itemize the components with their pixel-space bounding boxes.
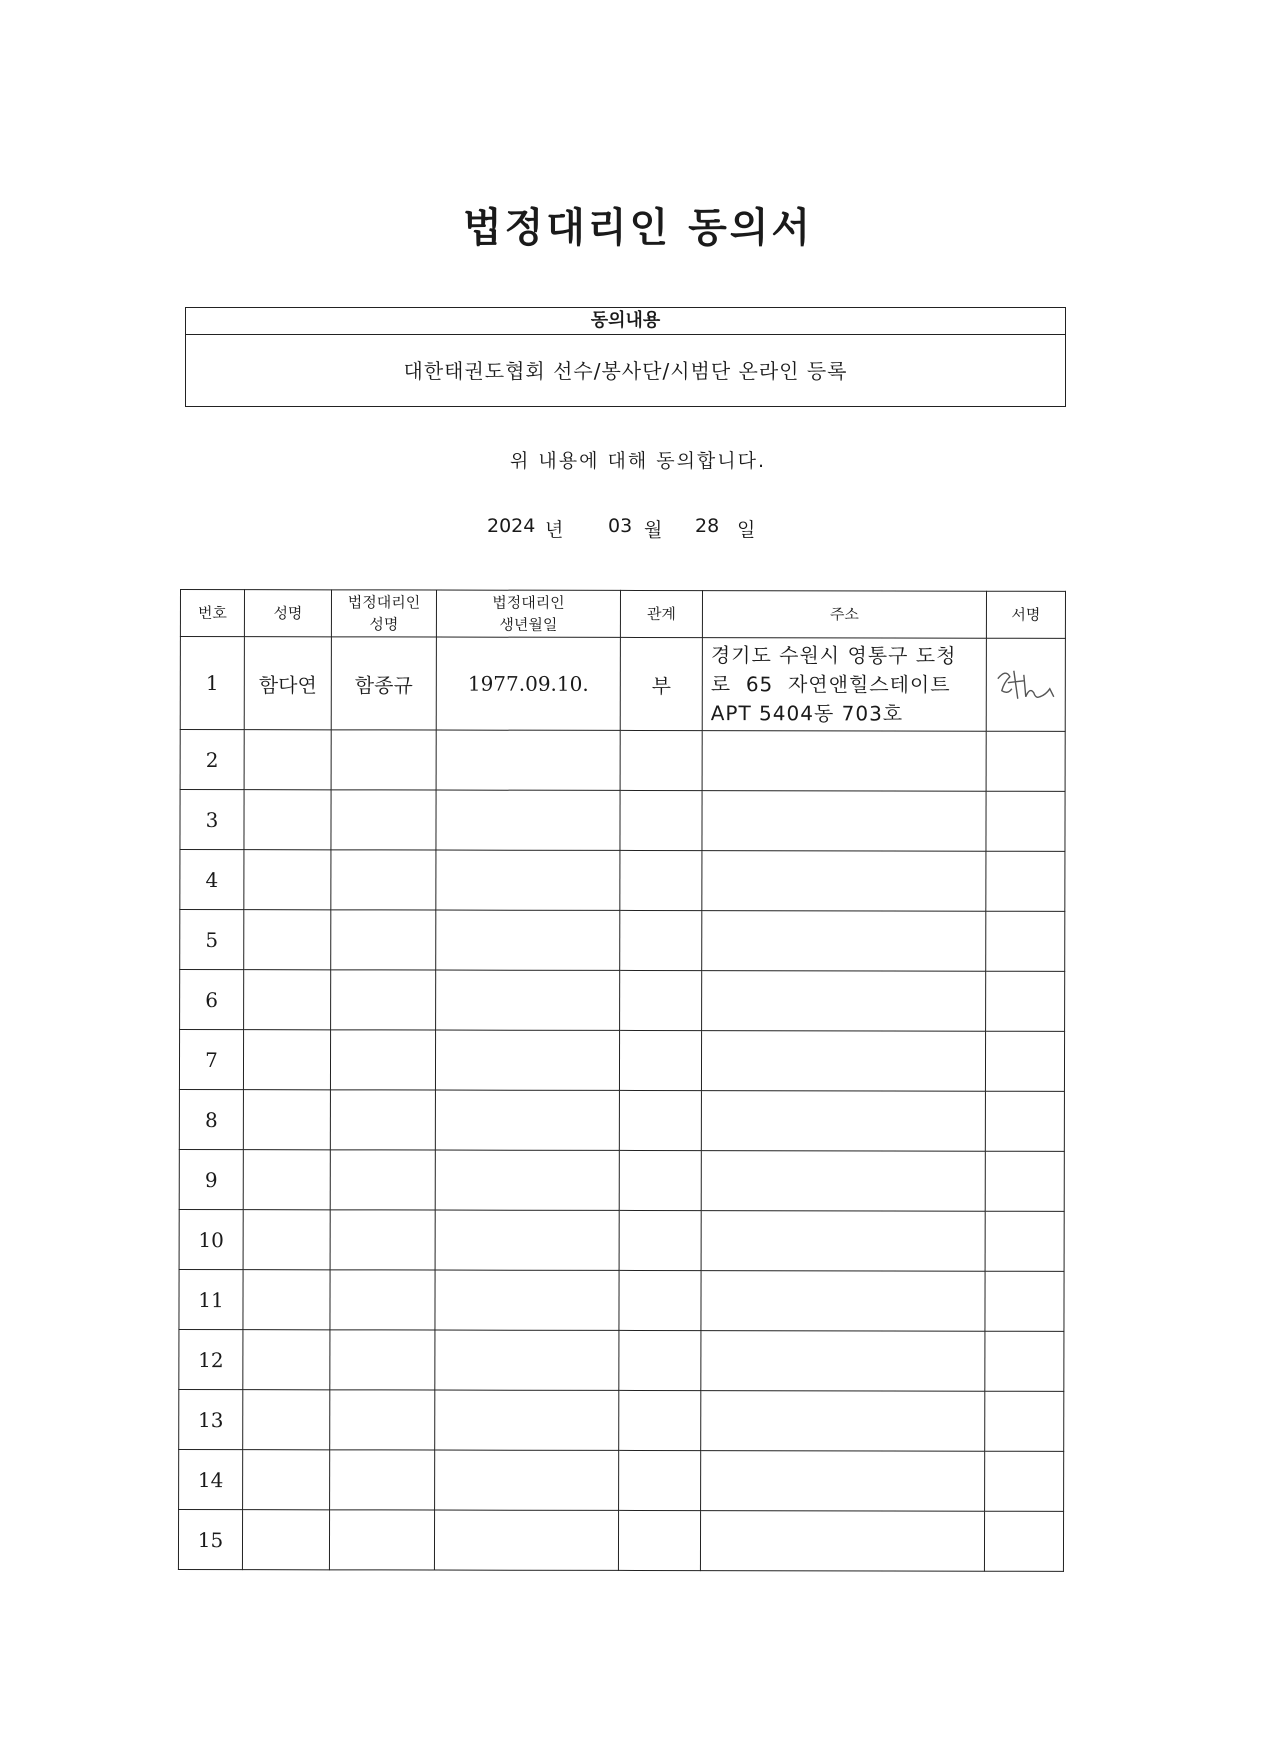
date-year-unit: 년 [545,519,564,541]
consent-content: 대한태권도협회 선수/봉사단/시범단 온라인 등록 [403,359,848,383]
cell-name: 함다연 [244,637,331,730]
cell-name [242,1510,329,1570]
header-guardian-name-line2: 성명 [369,615,399,634]
cell-guardian-birth [434,1510,618,1570]
cell-address [702,791,986,852]
cell-guardian-birth [436,730,620,790]
cell-guardian-birth [436,850,620,910]
cell-name [244,850,331,910]
cell-relation [618,1510,700,1570]
table-row [180,790,1065,852]
consent-box [185,307,1066,407]
cell-address [701,1031,985,1092]
address-line-3: APT 5404동 703호 [710,700,904,726]
header-guardian-birth [436,590,620,637]
header-guardian-birth-line2: 생년월일 [499,615,558,634]
cell-address [702,911,986,972]
cell-guardian-name [331,910,436,970]
cell-no: 5 [180,910,244,970]
cell-guardian-name [330,1390,435,1450]
cell-relation [619,1390,701,1450]
cell-signature [986,638,1065,731]
cell-address [701,1271,985,1332]
cell-no: 11 [179,1269,243,1329]
cell-name [244,790,331,850]
header-no: 번호 [180,590,244,637]
header-address: 주소 [702,591,986,639]
header-signature: 서명 [986,591,1065,638]
cell-relation: 부 [620,637,702,730]
cell-guardian-birth [436,790,620,850]
header-guardian-birth-line1: 법정대리인 [492,593,565,612]
table-row [180,970,1065,1032]
cell-relation [619,1450,701,1510]
cell-relation [619,1030,701,1090]
address-line-1: 경기도 수원시 영통구 도청 [710,642,957,668]
guardian-roster-table [178,589,1066,1572]
cell-guardian-name [331,790,436,850]
cell-signature [985,1271,1064,1331]
table-row [179,1389,1064,1451]
cell-address [701,1091,985,1152]
cell-no: 10 [179,1209,243,1269]
table-row [179,1269,1064,1331]
table-row [180,637,1065,732]
cell-address [701,1331,985,1392]
cell-guardian-birth [435,1210,619,1270]
cell-guardian-name [331,970,436,1030]
cell-signature [985,1451,1064,1511]
cell-signature [985,1091,1064,1151]
table-row [178,1509,1063,1571]
table-row [180,850,1065,912]
cell-address [701,1151,985,1212]
cell-signature [986,791,1065,851]
cell-no: 7 [179,1030,243,1090]
cell-name [244,970,331,1030]
cell-address [701,1451,985,1512]
cell-relation [620,730,702,790]
cell-guardian-name [330,1450,435,1510]
cell-guardian-birth [435,1450,619,1510]
cell-name [244,910,331,970]
date-month: 03 [608,515,633,537]
consent-header: 동의내용 [186,308,1065,335]
cell-no: 12 [179,1329,243,1389]
cell-name [243,1150,330,1210]
cell-guardian-name [330,1030,435,1090]
cell-name [243,1090,330,1150]
cell-relation [619,1330,701,1390]
table-row [179,1329,1064,1391]
date-month-unit: 월 [644,519,663,541]
cell-guardian-name [330,1210,435,1270]
table-row [180,910,1065,972]
date-day-unit: 일 [737,519,756,541]
table-row [180,730,1065,792]
document-title: 법정대리인 동의서 [462,205,814,251]
cell-name [243,1270,330,1330]
cell-name [243,1030,330,1090]
cell-name [243,1330,330,1390]
cell-guardian-birth: 1977.09.10. [436,637,620,730]
cell-no: 8 [179,1090,243,1150]
cell-name [243,1210,330,1270]
cell-name [244,730,331,790]
cell-guardian-name: 함종규 [331,637,436,730]
table-row [179,1149,1064,1211]
cell-guardian-name [330,1270,435,1330]
cell-signature [986,971,1065,1031]
cell-guardian-name [331,850,436,910]
cell-no: 14 [179,1449,243,1509]
cell-no: 1 [180,637,244,730]
table-row [179,1449,1064,1511]
cell-guardian-birth [435,1030,619,1090]
cell-signature [985,1031,1064,1091]
cell-relation [620,790,702,850]
cell-guardian-birth [435,1390,619,1450]
cell-relation [620,850,702,910]
cell-guardian-birth [435,1330,619,1390]
cell-no: 13 [179,1389,243,1449]
cell-relation [620,910,702,970]
cell-signature [985,1391,1064,1451]
cell-guardian-birth [435,1150,619,1210]
address-line-2: 로 65 자연앤힐스테이트 [710,671,951,697]
table-row [179,1090,1064,1152]
cell-address [701,1211,985,1272]
cell-guardian-name [330,1330,435,1390]
header-guardian-name-line1: 법정대리인 [347,593,421,612]
cell-signature [986,731,1065,791]
cell-address [702,731,986,792]
cell-relation [619,1150,701,1210]
cell-no: 4 [180,850,244,910]
date-year: 2024 [487,515,536,537]
cell-no: 3 [180,790,244,850]
date-day: 28 [695,515,720,537]
header-name: 성명 [244,590,331,637]
cell-guardian-birth [436,910,620,970]
cell-name [243,1390,330,1450]
cell-guardian-name [330,1150,435,1210]
cell-guardian-birth [435,1270,619,1330]
cell-no: 15 [178,1509,242,1569]
cell-address [701,1391,985,1452]
cell-guardian-name [330,1090,435,1150]
table-row [179,1030,1064,1092]
cell-address [702,851,986,912]
cell-signature [985,1331,1064,1391]
agreement-statement: 위 내용에 대해 동의합니다. [509,450,767,472]
table-header-row [180,590,1065,639]
cell-relation [619,1210,701,1270]
cell-relation [619,1090,701,1150]
cell-name [243,1450,330,1510]
header-guardian-name [331,590,436,637]
cell-signature [985,1151,1064,1211]
cell-signature [986,911,1065,971]
table-row [179,1209,1064,1271]
cell-no: 2 [180,730,244,790]
cell-signature [985,1211,1064,1271]
cell-relation [619,1270,701,1330]
cell-guardian-birth [436,970,620,1030]
cell-no: 9 [179,1149,243,1209]
cell-signature [984,1511,1063,1571]
cell-relation [620,970,702,1030]
cell-guardian-name [329,1510,434,1570]
handwritten-signature [994,665,1058,705]
cell-address [700,1511,984,1572]
cell-no: 6 [180,970,244,1030]
cell-signature [986,851,1065,911]
cell-address [702,971,986,1032]
cell-address [702,638,986,732]
cell-guardian-birth [435,1090,619,1150]
cell-guardian-name [331,730,436,790]
header-relation: 관계 [620,590,702,637]
